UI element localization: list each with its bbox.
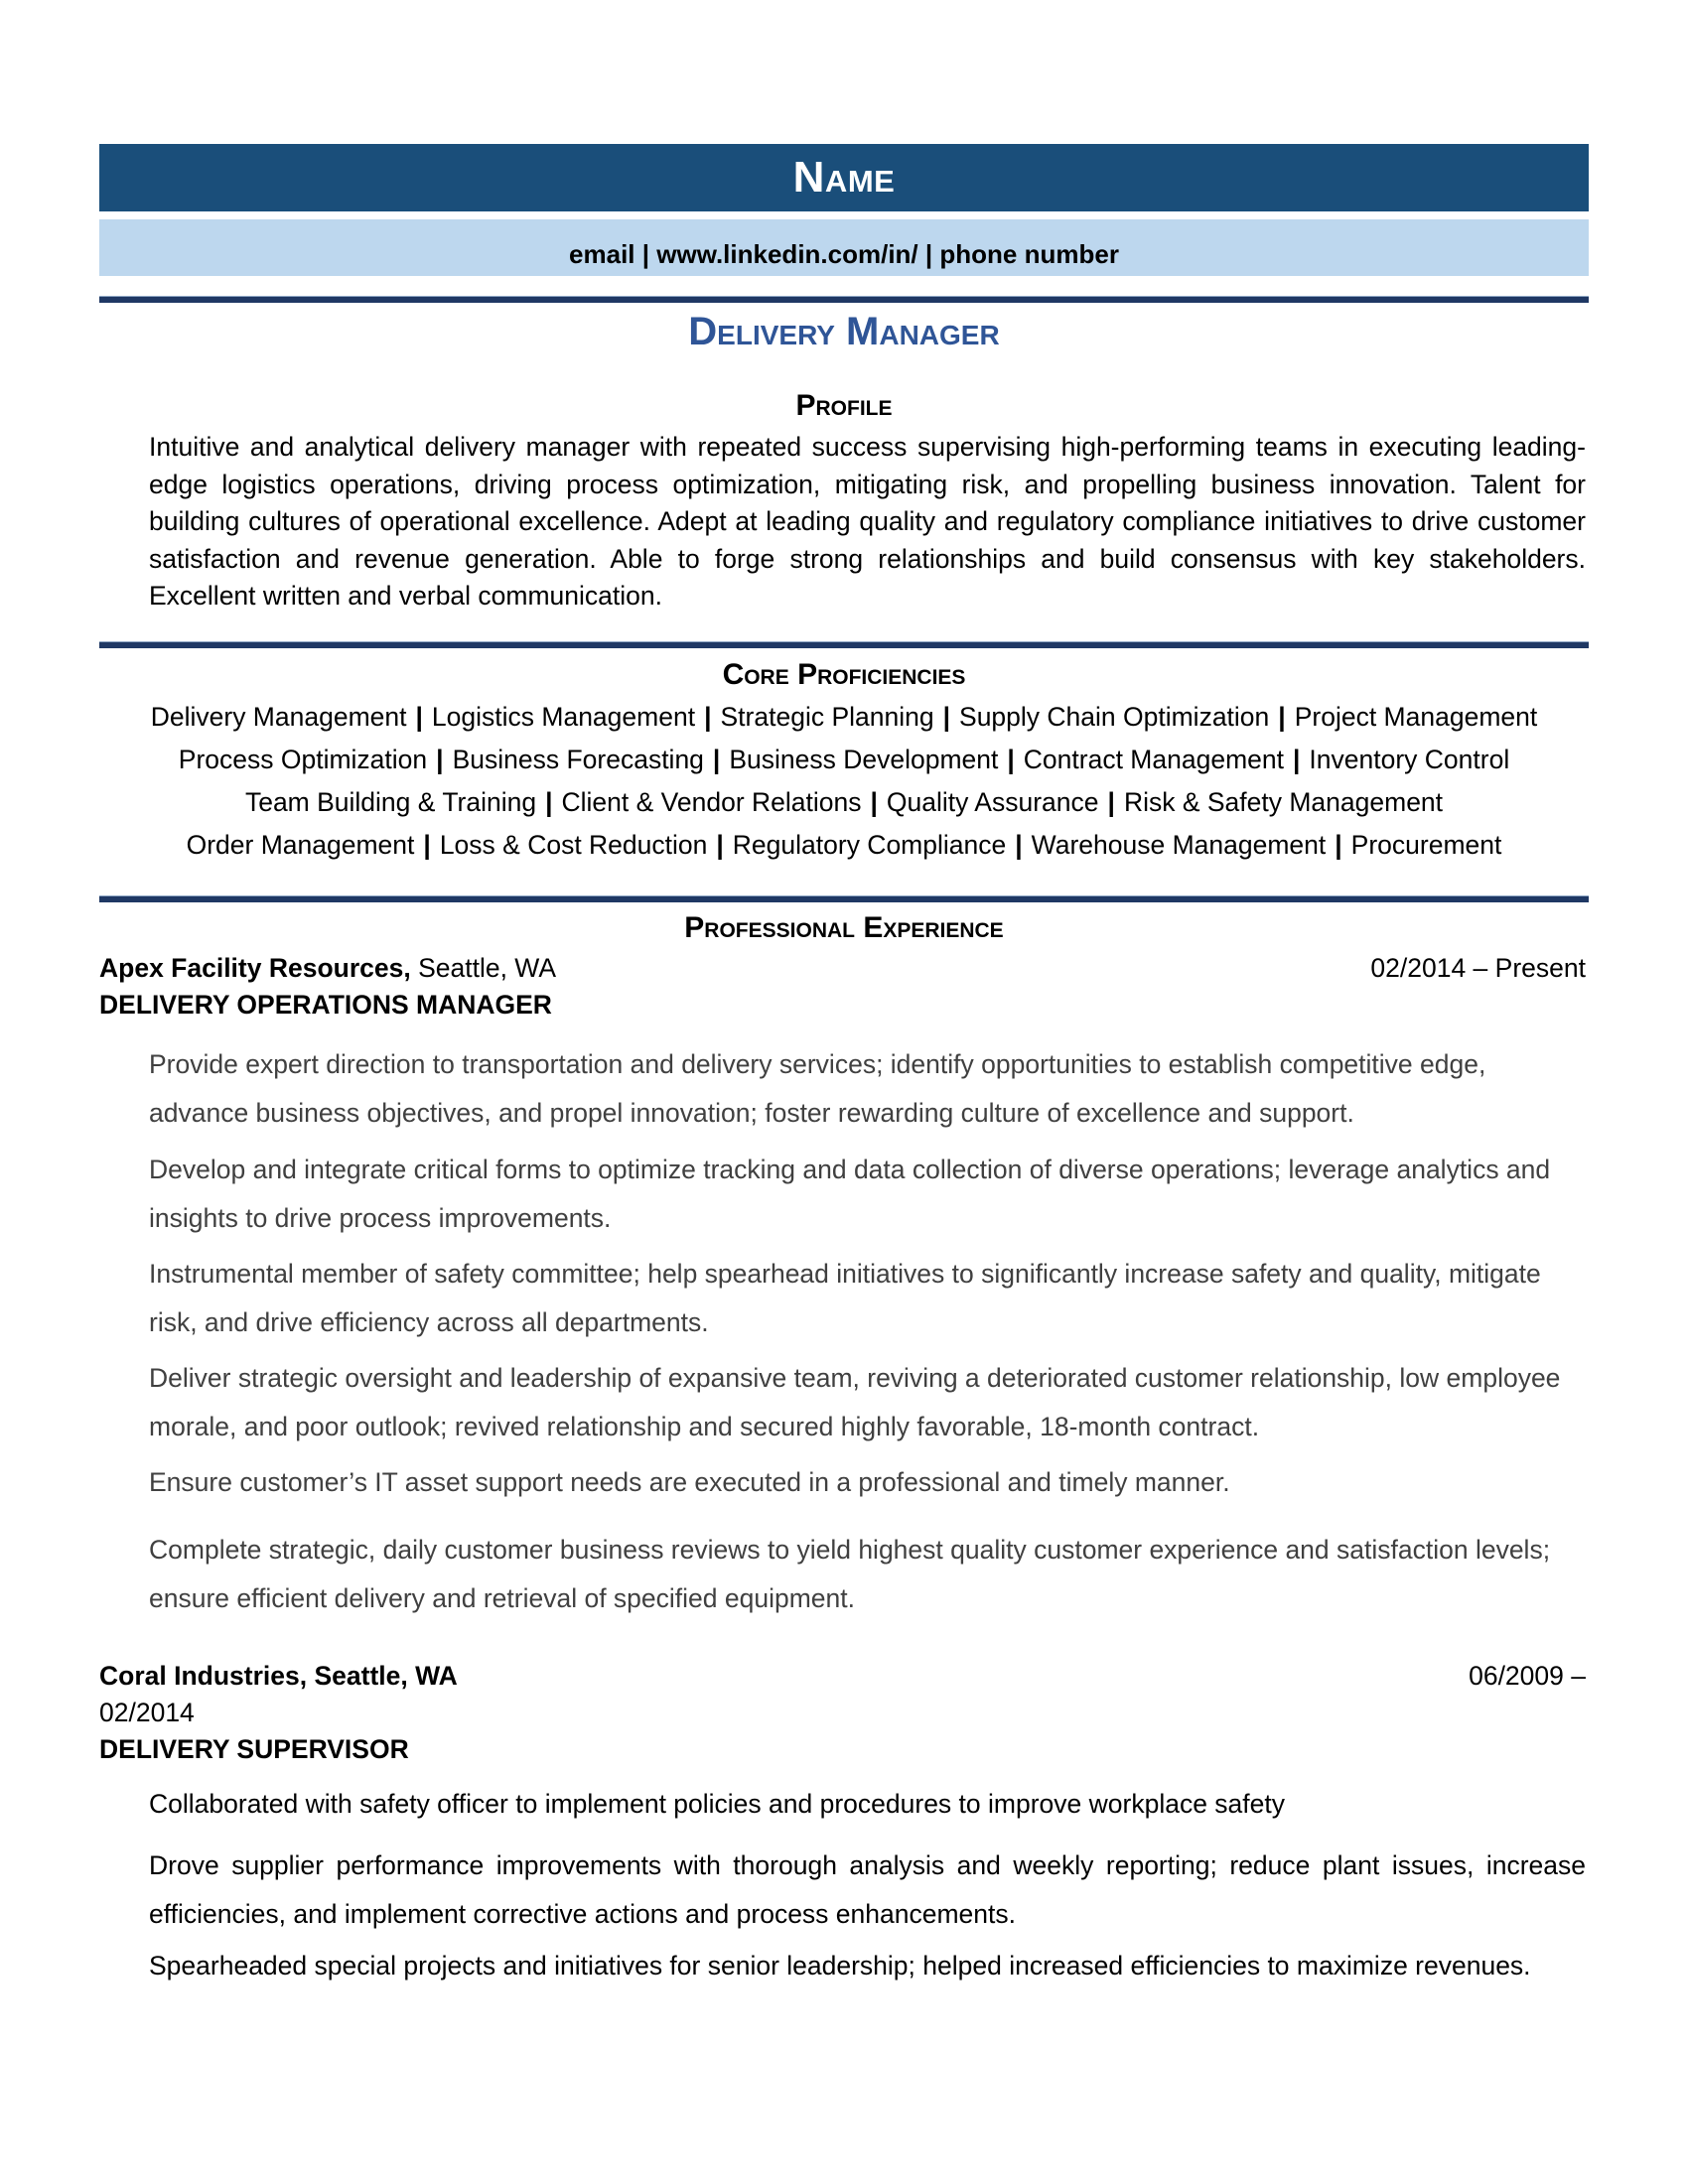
job-dates-start: 06/2009 – bbox=[1469, 1661, 1586, 1691]
job-bullet: Ensure customer’s IT asset support needs are executed in a professional and timely manner. bbox=[149, 1467, 1230, 1497]
proficiency-item: Client & Vendor Relations bbox=[561, 787, 862, 817]
proficiency-item: Business Development bbox=[729, 745, 999, 774]
proficiency-item: Process Optimization bbox=[178, 745, 428, 774]
proficiency-row bbox=[99, 696, 1589, 739]
proficiency-item: Supply Chain Optimization bbox=[959, 702, 1270, 732]
section-divider bbox=[99, 641, 1589, 648]
proficiency-item: Risk & Safety Management bbox=[1123, 787, 1444, 817]
job-title: DELIVERY SUPERVISOR bbox=[99, 1734, 409, 1764]
contact-banner bbox=[99, 219, 1589, 276]
separator: | bbox=[1007, 745, 1015, 774]
section-divider bbox=[99, 895, 1589, 902]
separator: | bbox=[1278, 702, 1286, 732]
job-bullet: Complete strategic, daily customer business reviews to yield highest quality customer experience and satisfaction levels; ensure efficient delivery and retrieval of specified equipment. bbox=[149, 1535, 1551, 1613]
profile-heading: Profile bbox=[795, 389, 893, 422]
job-header-coral bbox=[99, 1661, 1586, 1692]
job-header-apex bbox=[99, 953, 1586, 984]
separator: | bbox=[1107, 787, 1115, 817]
company-location: Seattle, WA bbox=[410, 953, 557, 983]
proficiency-item: Inventory Control bbox=[1309, 745, 1510, 774]
separator: | bbox=[1293, 745, 1301, 774]
proficiency-item: Regulatory Compliance bbox=[732, 830, 1007, 860]
profile-summary: Intuitive and analytical delivery manager with repeated success supervising high-performing teams in executing leading-edge logistics operations, driving process optimization, mitigating risk, and propelling business innovation. Talent for building cultures of operational excellence. Adept at leading quality and regulatory compliance initiatives to drive customer satisfaction and revenue generation. Able to forge strong relationships and build consensus with key stakeholders. Excellent written and verbal communication. bbox=[149, 432, 1586, 611]
contact-info: email | www.linkedin.com/in/ | phone number bbox=[569, 239, 1119, 269]
separator: | bbox=[436, 745, 444, 774]
proficiency-item: Business Forecasting bbox=[452, 745, 704, 774]
core-proficiencies-heading: Core Proficiencies bbox=[722, 658, 966, 691]
job-bullet: Develop and integrate critical forms to optimize tracking and data collection of diverse operations; leverage analytics and insights to drive process improvements. bbox=[149, 1155, 1551, 1233]
employer bbox=[99, 953, 556, 984]
job-bullet: Spearheaded special projects and initiatives for senior leadership; helped increased efficiencies to maximize revenues. bbox=[149, 1951, 1531, 1980]
proficiency-row bbox=[99, 824, 1589, 867]
proficiency-item: Strategic Planning bbox=[720, 702, 934, 732]
separator: | bbox=[942, 702, 951, 732]
job-bullet: Collaborated with safety officer to implement policies and procedures to improve workplace safety bbox=[149, 1789, 1285, 1819]
proficiency-item: Quality Assurance bbox=[886, 787, 1099, 817]
separator: | bbox=[1015, 830, 1023, 860]
proficiency-item: Logistics Management bbox=[431, 702, 696, 732]
separator: | bbox=[415, 702, 423, 732]
proficiency-item: Team Building & Training bbox=[244, 787, 537, 817]
proficiency-item: Order Management bbox=[186, 830, 415, 860]
experience-heading: Professional Experience bbox=[684, 911, 1004, 944]
separator: | bbox=[704, 702, 712, 732]
job-dates-end: 02/2014 bbox=[99, 1698, 195, 1727]
job-dates: 02/2014 – Present bbox=[1370, 953, 1586, 983]
proficiency-row bbox=[99, 781, 1589, 824]
proficiency-item: Warehouse Management bbox=[1031, 830, 1327, 860]
job-bullet: Deliver strategic oversight and leadership of expansive team, reviving a deteriorated customer relationship, low employee morale, and poor outlook; revived relationship and secured highly favorable, 18-month contract. bbox=[149, 1363, 1561, 1441]
separator: | bbox=[423, 830, 431, 860]
separator: | bbox=[545, 787, 553, 817]
proficiency-item: Loss & Cost Reduction bbox=[439, 830, 708, 860]
job-bullet: Drove supplier performance improvements with thorough analysis and weekly reporting; reduce plant issues, increase efficiencies, and implement corrective actions and process enhancements. bbox=[149, 1850, 1586, 1929]
separator: | bbox=[1335, 830, 1342, 860]
candidate-name: Name bbox=[792, 153, 896, 202]
company-name: Apex Facility Resources, bbox=[99, 953, 411, 983]
company-name: Coral Industries, Seattle, WA bbox=[99, 1661, 458, 1691]
job-bullet: Provide expert direction to transportation and delivery services; identify opportunities to establish competitive edge, advance business objectives, and propel innovation; foster rewarding culture of excellence and support. bbox=[149, 1049, 1486, 1128]
job-bullet: Instrumental member of safety committee; help spearhead initiatives to significantly increase safety and quality, mitigate risk, and drive efficiency across all departments. bbox=[149, 1259, 1541, 1337]
proficiency-item: Project Management bbox=[1294, 702, 1538, 732]
job-title: DELIVERY OPERATIONS MANAGER bbox=[99, 990, 552, 1020]
separator: | bbox=[712, 745, 721, 774]
section-divider bbox=[99, 296, 1589, 303]
proficiencies-list bbox=[99, 696, 1589, 867]
job-target-title: Delivery Manager bbox=[688, 310, 1000, 353]
proficiency-item: Contract Management bbox=[1023, 745, 1284, 774]
proficiency-item: Procurement bbox=[1350, 830, 1502, 860]
proficiency-item: Delivery Management bbox=[150, 702, 407, 732]
separator: | bbox=[716, 830, 724, 860]
separator: | bbox=[870, 787, 878, 817]
name-banner bbox=[99, 144, 1589, 211]
proficiency-row bbox=[99, 739, 1589, 781]
